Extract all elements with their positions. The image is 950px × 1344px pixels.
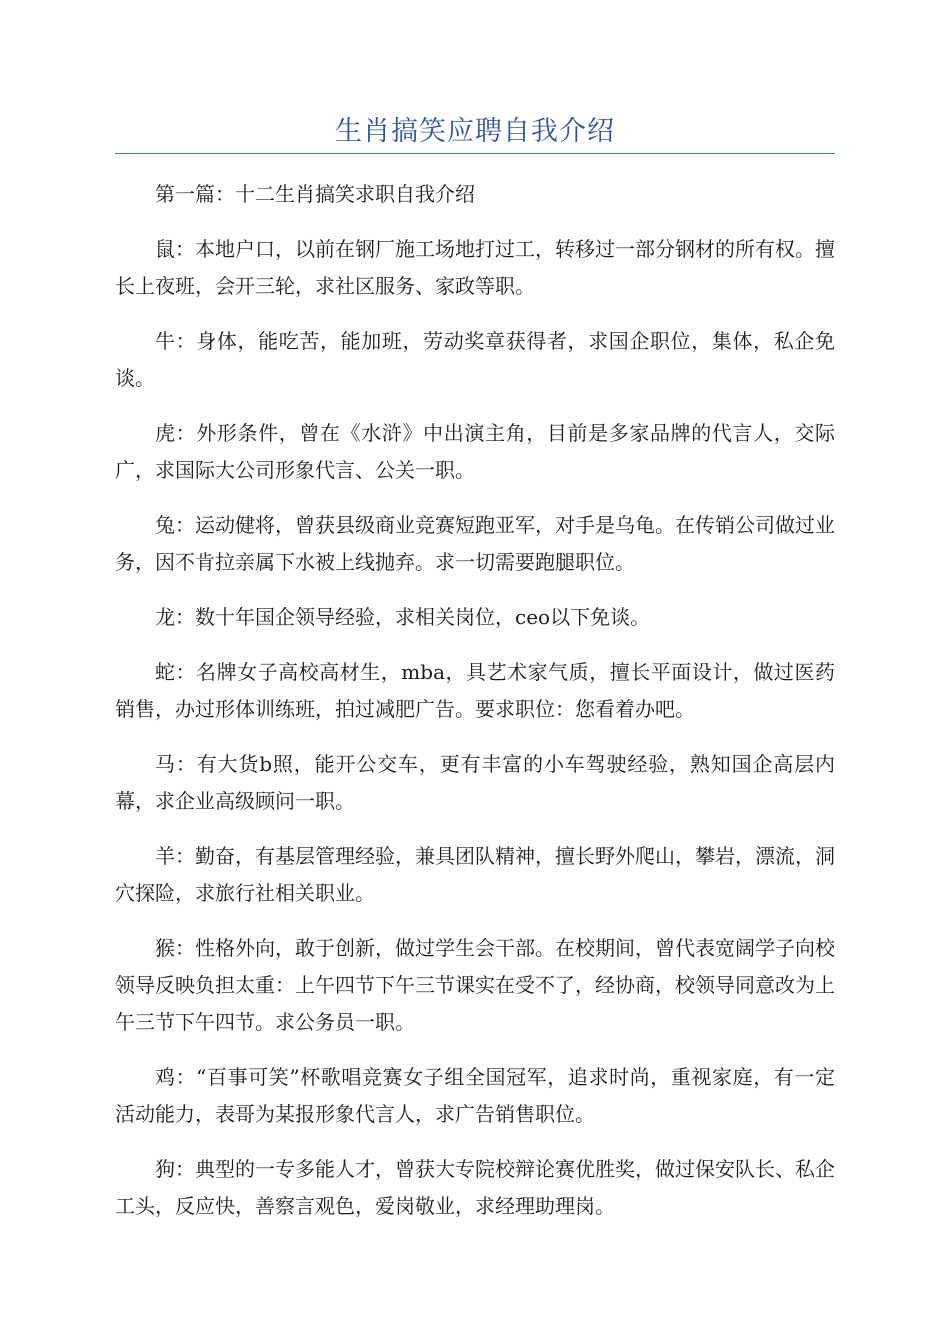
paragraph-rooster: 鸡：“百事可笑”杯歌唱竞赛女子组全国冠军，追求时尚，重视家庭，有一定活动能力，表哥为某报形象代言人，求广告销售职位。 <box>115 1065 835 1126</box>
paragraph-dog: 狗：典型的一专多能人才，曾获大专院校辩论赛优胜奖，做过保安队长、私企工头，反应快，善察言观色，爱岗敬业，求经理助理岗。 <box>115 1157 835 1218</box>
paragraph-snake: 蛇：名牌女子高校高材生，mba，具艺术家气质，擅长平面设计，做过医药销售，办过形体训练班，拍过减肥广告。要求职位：您看着办吧。 <box>115 660 835 721</box>
paragraph-rabbit: 兔：运动健将，曾获县级商业竞赛短跑亚军，对手是乌龟。在传销公司做过业务，因不肯拉亲属下水被上线抛弃。求一切需要跑腿职位。 <box>115 513 835 574</box>
paragraph-monkey: 猴：性格外向，敢于创新，做过学生会干部。在校期间，曾代表宽阔学子向校领导反映负担太重：上午四节下午三节课实在受不了，经协商，校领导同意改为上午三节下午四节。求公务员一职。 <box>115 936 835 1034</box>
page-title: 生肖搞笑应聘自我介绍 <box>335 116 615 147</box>
document-body <box>115 176 835 1243</box>
paragraph-horse: 马：有大货b照，能开公交车，更有丰富的小车驾驶经验，熟知国企高层内幕，求企业高级顾问一职。 <box>115 752 835 813</box>
paragraph-dragon: 龙：数十年国企领导经验，求相关岗位，ceo以下免谈。 <box>155 605 651 629</box>
paragraph-rat: 鼠：本地户口，以前在钢厂施工场地打过工，转移过一部分钢材的所有权。擅长上夜班，会开三轮，求社区服务、家政等职。 <box>115 237 835 298</box>
title-underline <box>115 153 835 154</box>
paragraph-tiger: 虎：外形条件，曾在《水浒》中出演主角，目前是多家品牌的代言人，交际广，求国际大公司形象代言、公关一职。 <box>115 421 835 482</box>
paragraph-goat: 羊：勤奋，有基层管理经验，兼具团队精神，擅长野外爬山，攀岩，漂流，洞穴探险，求旅行社相关职业。 <box>115 844 835 905</box>
section-heading: 第一篇：十二生肖搞笑求职自我介绍 <box>155 182 475 206</box>
paragraph-ox: 牛：身体，能吃苦，能加班，劳动奖章获得者，求国企职位，集体，私企免谈。 <box>115 329 835 390</box>
